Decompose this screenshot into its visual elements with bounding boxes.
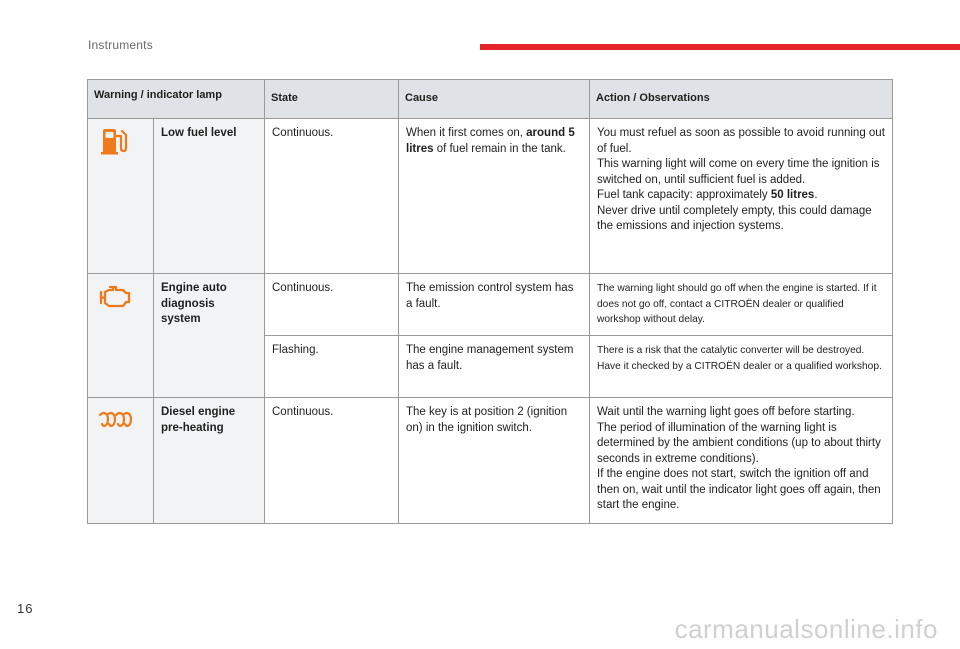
column-header-state: State <box>265 80 399 119</box>
cause-cell: The key is at position 2 (ignition on) in the ignition switch. <box>399 398 590 524</box>
lamp-icon-cell <box>88 274 154 398</box>
lamp-icon-cell <box>88 119 154 274</box>
column-header-lamp: Warning / indicator lamp <box>88 80 265 119</box>
table-row <box>88 398 893 524</box>
action-cell: You must refuel as soon as possible to avoid running out of fuel. This warning light will come on every time the ignition is switched on, until sufficient fuel is added. Fuel tank capacity: approximately 50 litres. Never drive until completely empty, this could damage the emissions and injection systems. <box>590 119 893 274</box>
lamp-name: Engine auto diagnosis system <box>154 274 265 398</box>
lamp-name: Diesel engine pre-heating <box>154 398 265 524</box>
action-cell: There is a risk that the catalytic converter will be destroyed. Have it checked by a CITROËN dealer or a qualified workshop. <box>590 336 893 398</box>
cause-cell: When it first comes on, around 5 litres of fuel remain in the tank. <box>399 119 590 274</box>
fuel-pump-icon <box>95 126 135 156</box>
state-cell: Continuous. <box>265 398 399 524</box>
state-cell: Continuous. <box>265 274 399 336</box>
warning-lamp-table <box>87 79 893 524</box>
state-cell: Continuous. <box>265 119 399 274</box>
column-header-cause: Cause <box>399 80 590 119</box>
table-row <box>88 274 893 336</box>
glow-plug-icon <box>95 405 135 435</box>
watermark: carmanualsonline.info <box>674 614 938 644</box>
table-header-row <box>88 80 893 119</box>
column-header-action: Action / Observations <box>590 80 893 119</box>
lamp-icon-cell <box>88 398 154 524</box>
lamp-name: Low fuel level <box>154 119 265 274</box>
action-cell: The warning light should go off when the engine is started. If it does not go off, contact a CITROËN dealer or qualified workshop without delay. <box>590 274 893 336</box>
table-row <box>88 119 893 274</box>
state-cell: Flashing. <box>265 336 399 398</box>
cause-cell: The emission control system has a fault. <box>399 274 590 336</box>
action-cell: Wait until the warning light goes off before starting. The period of illumination of the warning light is determined by the ambient conditions (up to about thirty seconds in extreme conditions). If the engine does not start, switch the ignition off and then on, wait until the indicator light goes off again, then start the engine. <box>590 398 893 524</box>
cause-cell: The engine management system has a fault. <box>399 336 590 398</box>
engine-icon <box>95 281 135 311</box>
accent-bar <box>480 44 960 50</box>
section-title: Instruments <box>88 38 153 52</box>
page-number: 16 <box>17 601 34 616</box>
